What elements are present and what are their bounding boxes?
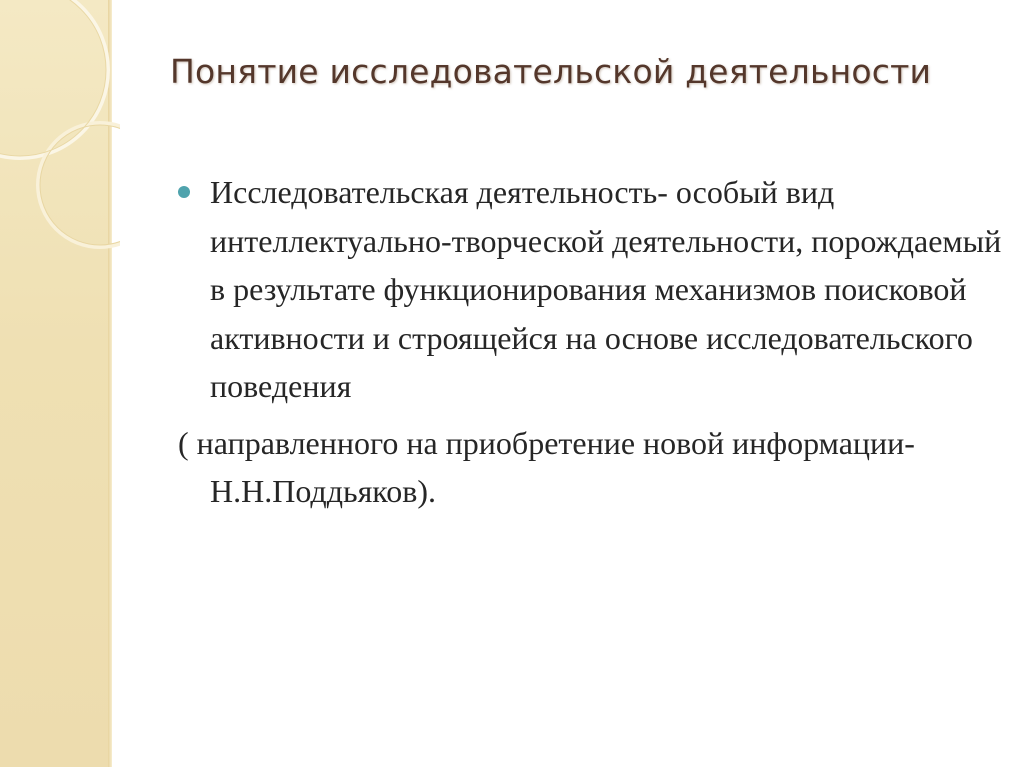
bullet-dot-icon [178, 186, 190, 198]
bullet-text: Исследовательская деятельность- особый вид интеллектуально-творческой деятельности, порождаемый в результате функционирования механизмов поисковой активности и строящейся на основе исследовательского поведения [210, 174, 1002, 404]
slide-content [168, 168, 1003, 516]
slide-title: Понятие исследовательской деятельности [170, 52, 932, 91]
decorative-rings-icon [0, 0, 120, 260]
bullet-item [168, 168, 1003, 411]
source-note: ( направленного на приобретение новой информации- Н.Н.Поддьяков). [178, 424, 915, 509]
